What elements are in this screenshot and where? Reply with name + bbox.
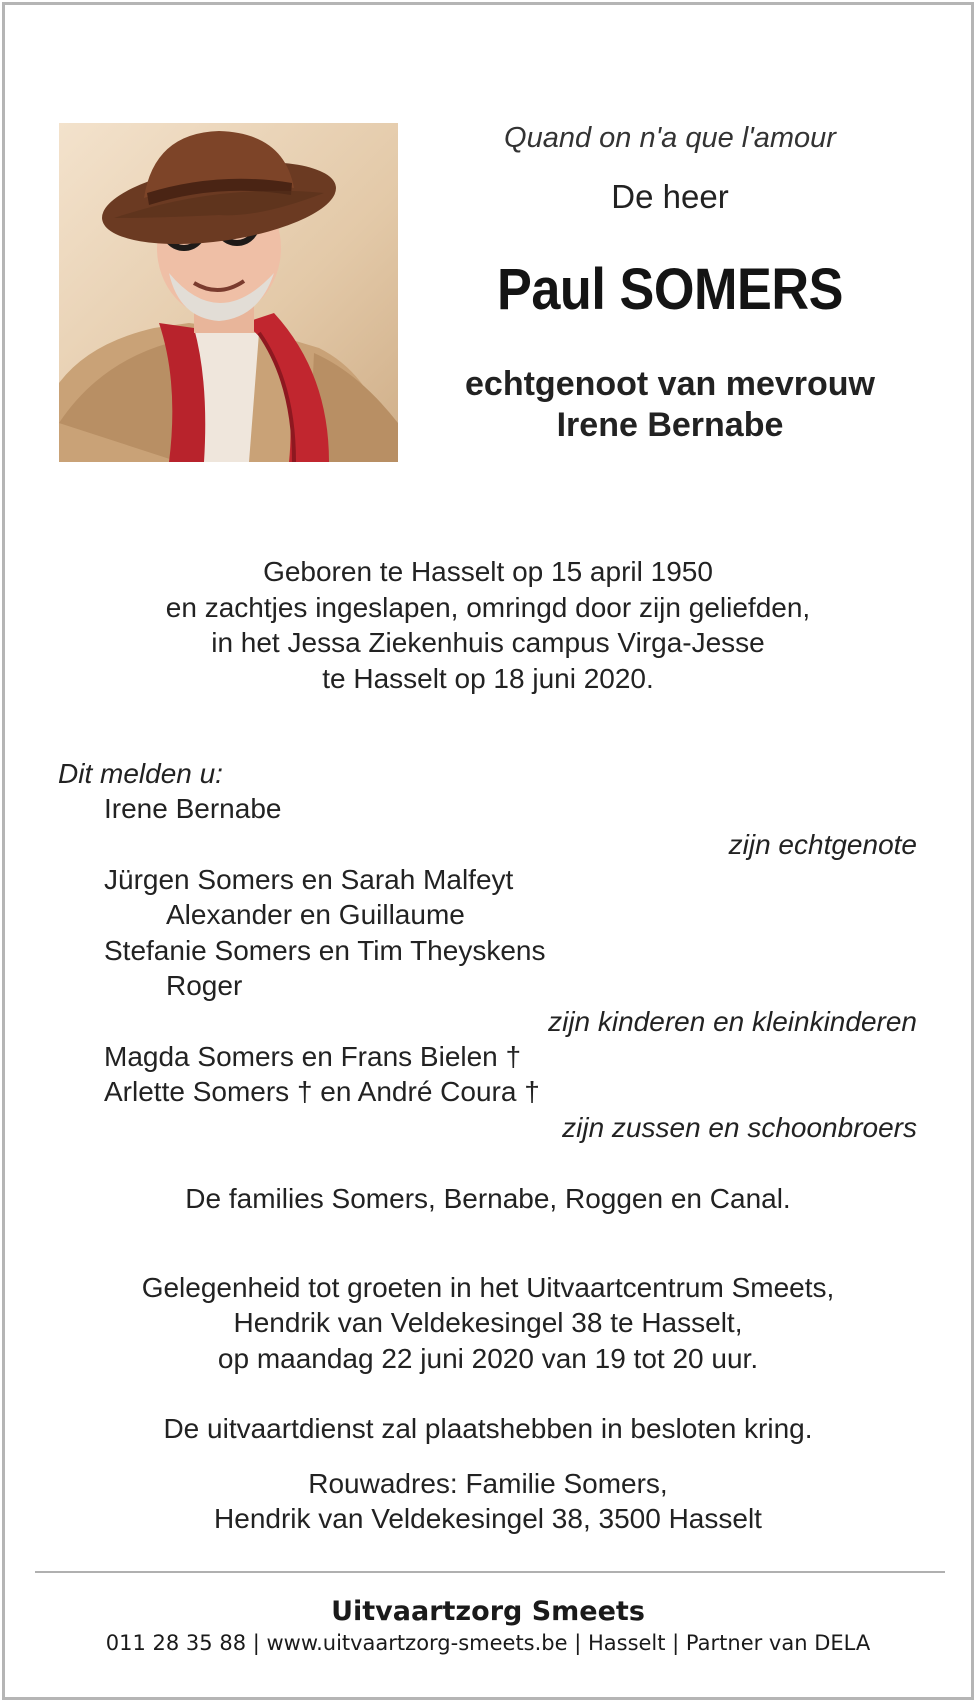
mourning-address-line-2: Hendrik van Veldekesingel 38, 3500 Hasselt — [214, 1503, 762, 1534]
funeral-company-contact: 011 28 35 88 | www.uitvaartzorg-smeets.be | Hasselt | Partner van DELA — [105, 1631, 871, 1655]
grandchildren-line-1: Alexander en Guillaume — [166, 899, 465, 930]
visitation-line-1: Gelegenheid tot groeten in het Uitvaartcentrum Smeets, — [141, 1272, 835, 1303]
birth-death-line-1: Geboren te Hasselt op 15 april 1950 — [263, 556, 713, 587]
spouse-line-1: echtgenoot van mevrouw — [465, 365, 875, 403]
child-line-2: Stefanie Somers en Tim Theyskens — [104, 935, 546, 966]
families-line: De families Somers, Bernabe, Roggen en Canal. — [185, 1183, 791, 1214]
announcement-intro: Dit melden u: — [58, 758, 223, 789]
children-role: zijn kinderen en kleinkinderen — [548, 1006, 917, 1037]
mourning-address-line-1: Rouwadres: Familie Somers, — [308, 1468, 668, 1499]
footer-divider — [35, 1571, 945, 1573]
motto: Quand on n'a que l'amour — [504, 122, 836, 154]
visitation-line-2: Hendrik van Veldekesingel 38 te Hasselt, — [233, 1307, 743, 1338]
spouse-name: Irene Bernabe — [104, 793, 282, 824]
child-line-1: Jürgen Somers en Sarah Malfeyt — [104, 864, 514, 895]
spouse-line-2: Irene Bernabe — [556, 406, 784, 444]
birth-death-line-3: in het Jessa Ziekenhuis campus Virga-Jesse — [211, 627, 765, 658]
service-line: De uitvaartdienst zal plaatshebben in besloten kring. — [163, 1413, 813, 1444]
sibling-line-2: Arlette Somers † en André Coura † — [104, 1076, 540, 1107]
birth-death-line-2: en zachtjes ingeslapen, omringd door zijn geliefden, — [165, 592, 811, 623]
funeral-company-name: Uitvaartzorg Smeets — [331, 1596, 645, 1627]
birth-death-line-4: te Hasselt op 18 juni 2020. — [322, 663, 654, 694]
spouse-role: zijn echtgenote — [728, 829, 917, 860]
grandchildren-line-2: Roger — [166, 970, 243, 1001]
visitation-line-3: op maandag 22 juni 2020 van 19 tot 20 uur. — [217, 1343, 759, 1374]
honorific-title: De heer — [611, 178, 729, 215]
deceased-name: Paul SOMERS — [496, 257, 844, 322]
sibling-line-1: Magda Somers en Frans Bielen † — [104, 1041, 522, 1072]
portrait-photo — [59, 123, 398, 462]
siblings-role: zijn zussen en schoonbroers — [562, 1112, 917, 1143]
